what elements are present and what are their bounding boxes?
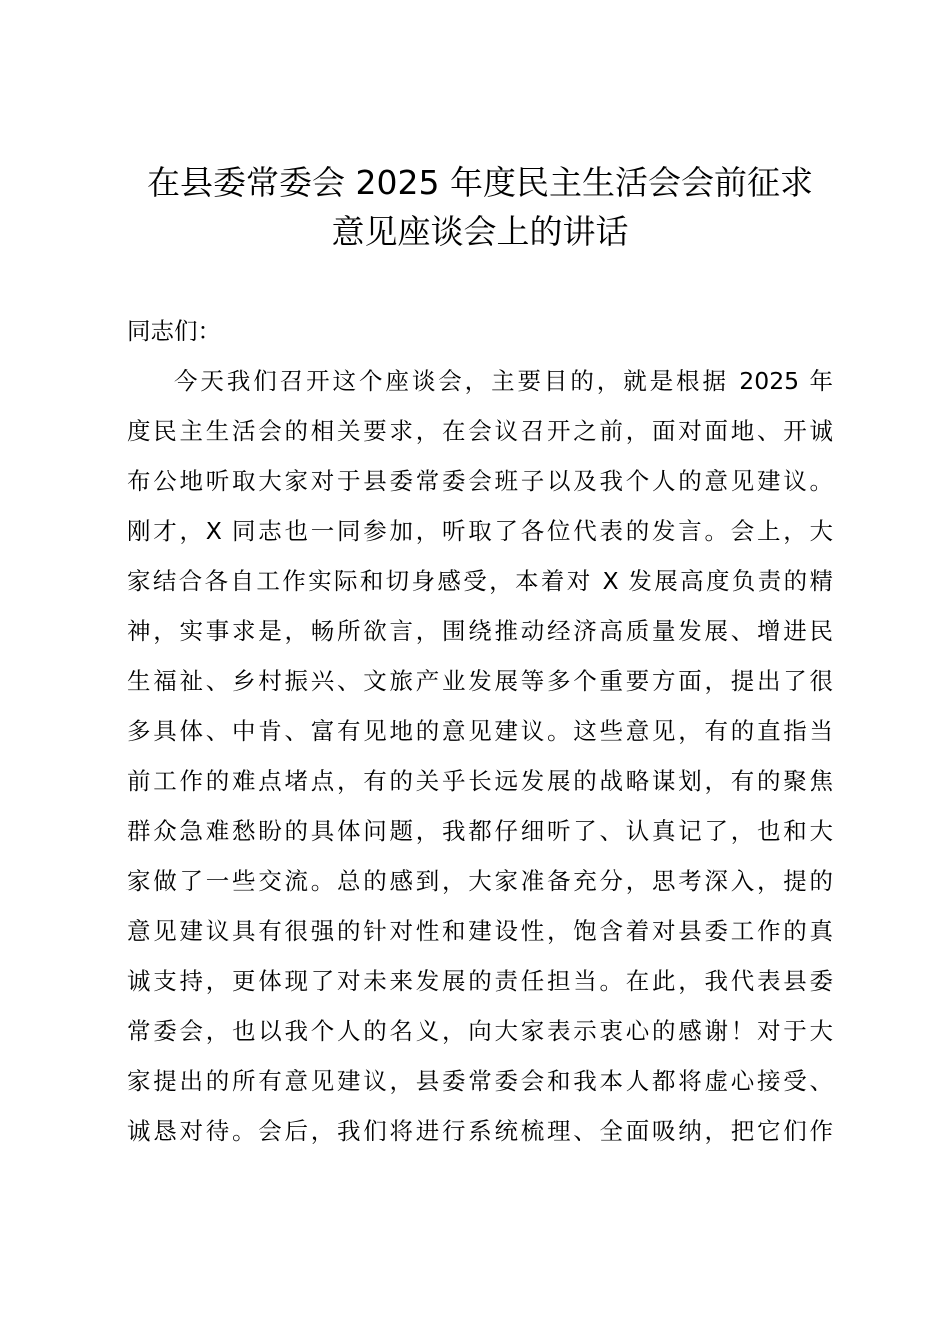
salutation: 同志们：: [127, 317, 221, 345]
paragraph-line: 家做了一些交流。总的感到，大家准备充分，思考深入，提的: [127, 867, 833, 895]
paragraph-line: 今天我们召开这个座谈会，主要目的，就是根据 2025 年: [174, 367, 833, 395]
title-line-2: 意见座谈会上的讲话: [331, 212, 629, 251]
paragraph-line: 常委会，也以我个人的名义，向大家表示衷心的感谢！对于大: [127, 1017, 833, 1045]
paragraph-line: 度民主生活会的相关要求，在会议召开之前，面对面地、开诚: [127, 417, 833, 445]
paragraph-line: 诚恳对待。会后，我们将进行系统梳理、全面吸纳，把它们作: [127, 1117, 833, 1145]
document-body: [127, 306, 833, 1156]
paragraph-line: 意见建议具有很强的针对性和建设性，饱含着对县委工作的真: [127, 917, 833, 945]
paragraph-line: 家结合各自工作实际和切身感受，本着对 X 发展高度负责的精: [127, 567, 833, 595]
paragraph-line: 布公地听取大家对于县委常委会班子以及我个人的意见建议。: [127, 467, 833, 495]
title-line-1: 在县委常委会 2025 年度民主生活会会前征求: [147, 163, 813, 202]
paragraph-line: 群众急难愁盼的具体问题，我都仔细听了、认真记了，也和大: [127, 817, 833, 845]
paragraph-line: 刚才，X 同志也一同参加，听取了各位代表的发言。会上，大: [127, 517, 833, 545]
paragraph-line: 多具体、中肯、富有见地的意见建议。这些意见，有的直指当: [127, 717, 833, 745]
paragraph-line: 生福祉、乡村振兴、文旅产业发展等多个重要方面，提出了很: [127, 667, 833, 695]
paragraph-line: 前工作的难点堵点，有的关乎长远发展的战略谋划，有的聚焦: [127, 767, 833, 795]
document-title: [120, 158, 840, 256]
paragraph-line: 诚支持，更体现了对未来发展的责任担当。在此，我代表县委: [127, 967, 833, 995]
paragraph-line: 家提出的所有意见建议，县委常委会和我本人都将虚心接受、: [127, 1067, 833, 1095]
paragraph-line: 神，实事求是，畅所欲言，围绕推动经济高质量发展、增进民: [127, 617, 833, 645]
